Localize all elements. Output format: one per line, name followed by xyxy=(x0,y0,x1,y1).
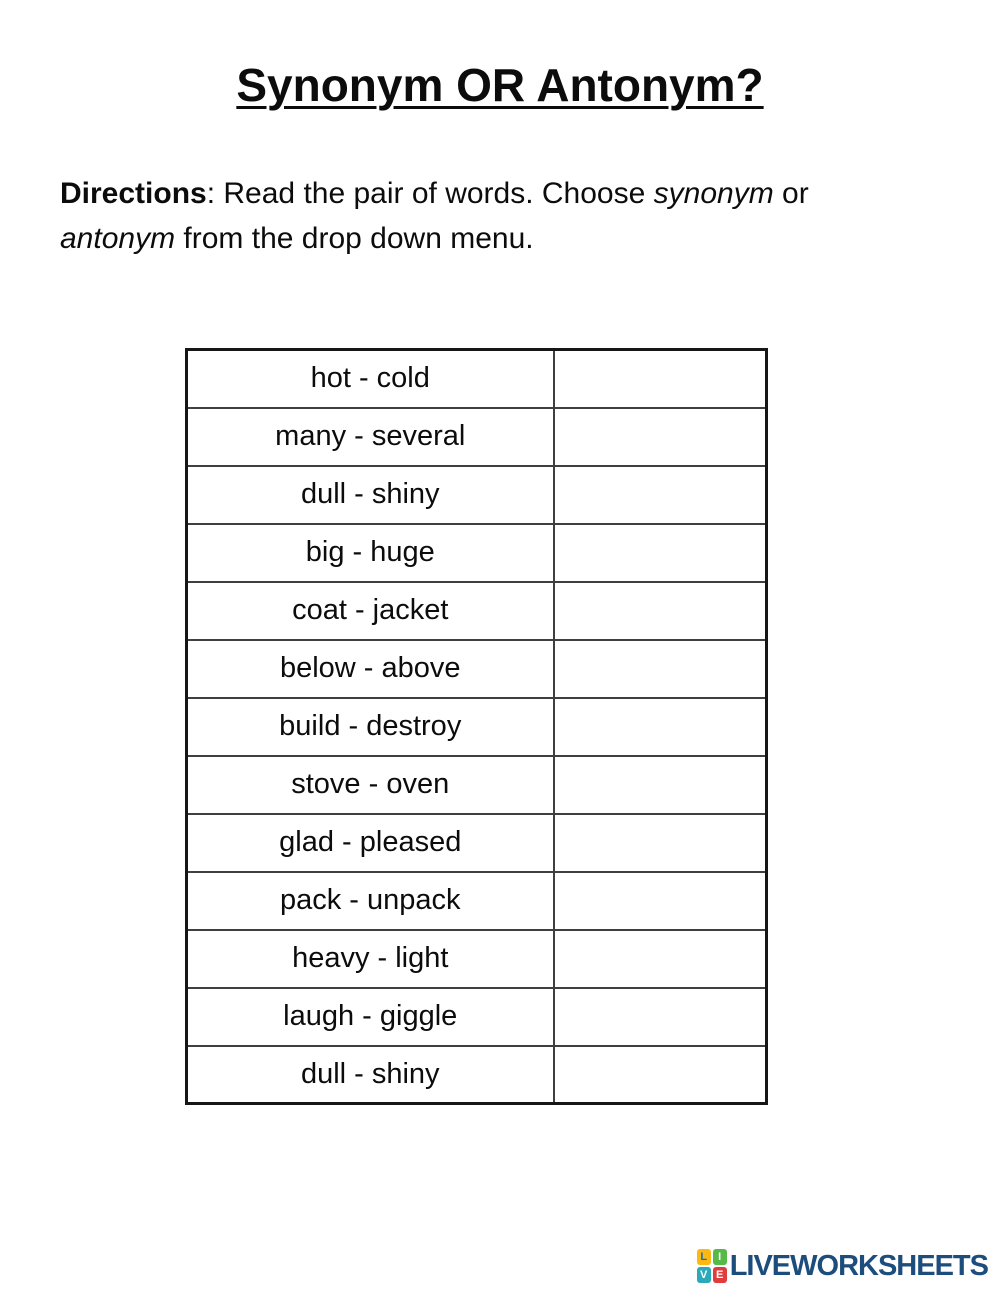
answer-dropdown-cell[interactable] xyxy=(554,988,767,1046)
answer-dropdown-cell[interactable] xyxy=(554,698,767,756)
table-row xyxy=(187,350,767,408)
word-pair-cell: many - several xyxy=(187,408,554,466)
liveworksheets-wordmark: LIVEWORKSHEETS xyxy=(729,1249,988,1282)
answer-dropdown-cell[interactable] xyxy=(554,640,767,698)
directions-segment: from the drop down menu. xyxy=(175,222,534,255)
directions-italic-synonym: synonym xyxy=(653,177,774,210)
liveworksheets-logo-icon xyxy=(697,1249,727,1283)
word-pair-cell: hot - cold xyxy=(187,350,554,408)
logo-tile-i: I xyxy=(713,1249,727,1265)
directions-segment: or xyxy=(773,177,809,210)
table-row xyxy=(187,756,767,814)
logo-tile-l: L xyxy=(697,1249,711,1265)
word-pair-cell: dull - shiny xyxy=(187,466,554,524)
table-row xyxy=(187,640,767,698)
word-pair-cell: pack - unpack xyxy=(187,872,554,930)
word-pair-cell: dull - shiny xyxy=(187,1046,554,1104)
directions-italic-antonym: antonym xyxy=(60,222,176,255)
directions-label: Directions xyxy=(60,177,207,210)
page-title xyxy=(0,58,1000,112)
word-pair-cell: stove - oven xyxy=(187,756,554,814)
answer-dropdown-cell[interactable] xyxy=(554,930,767,988)
logo-tile-e: E xyxy=(713,1267,727,1283)
table-row xyxy=(187,930,767,988)
table-row xyxy=(187,408,767,466)
answer-dropdown-cell[interactable] xyxy=(554,814,767,872)
directions-paragraph xyxy=(60,171,980,261)
table-row xyxy=(187,466,767,524)
word-pair-cell: glad - pleased xyxy=(187,814,554,872)
answer-dropdown-cell[interactable] xyxy=(554,582,767,640)
word-pair-cell: below - above xyxy=(187,640,554,698)
table-row xyxy=(187,1046,767,1104)
logo-tile-v: V xyxy=(697,1267,711,1283)
answer-dropdown-cell[interactable] xyxy=(554,524,767,582)
table-row xyxy=(187,582,767,640)
word-pairs-table xyxy=(185,348,768,1105)
table-row xyxy=(187,698,767,756)
directions-segment: : Read the pair of words. Choose xyxy=(206,177,654,210)
answer-dropdown-cell[interactable] xyxy=(554,466,767,524)
word-pair-cell: heavy - light xyxy=(187,930,554,988)
table-row xyxy=(187,988,767,1046)
answer-dropdown-cell[interactable] xyxy=(554,872,767,930)
word-pair-cell: laugh - giggle xyxy=(187,988,554,1046)
word-pair-cell: big - huge xyxy=(187,524,554,582)
word-pair-cell: coat - jacket xyxy=(187,582,554,640)
answer-dropdown-cell[interactable] xyxy=(554,408,767,466)
answer-dropdown-cell[interactable] xyxy=(554,350,767,408)
table-row xyxy=(187,814,767,872)
table-row xyxy=(187,524,767,582)
liveworksheets-footer xyxy=(697,1249,988,1283)
table-row xyxy=(187,872,767,930)
word-pair-cell: build - destroy xyxy=(187,698,554,756)
answer-dropdown-cell[interactable] xyxy=(554,1046,767,1104)
page-title-text: Synonym OR Antonym? xyxy=(236,59,764,111)
answer-dropdown-cell[interactable] xyxy=(554,756,767,814)
